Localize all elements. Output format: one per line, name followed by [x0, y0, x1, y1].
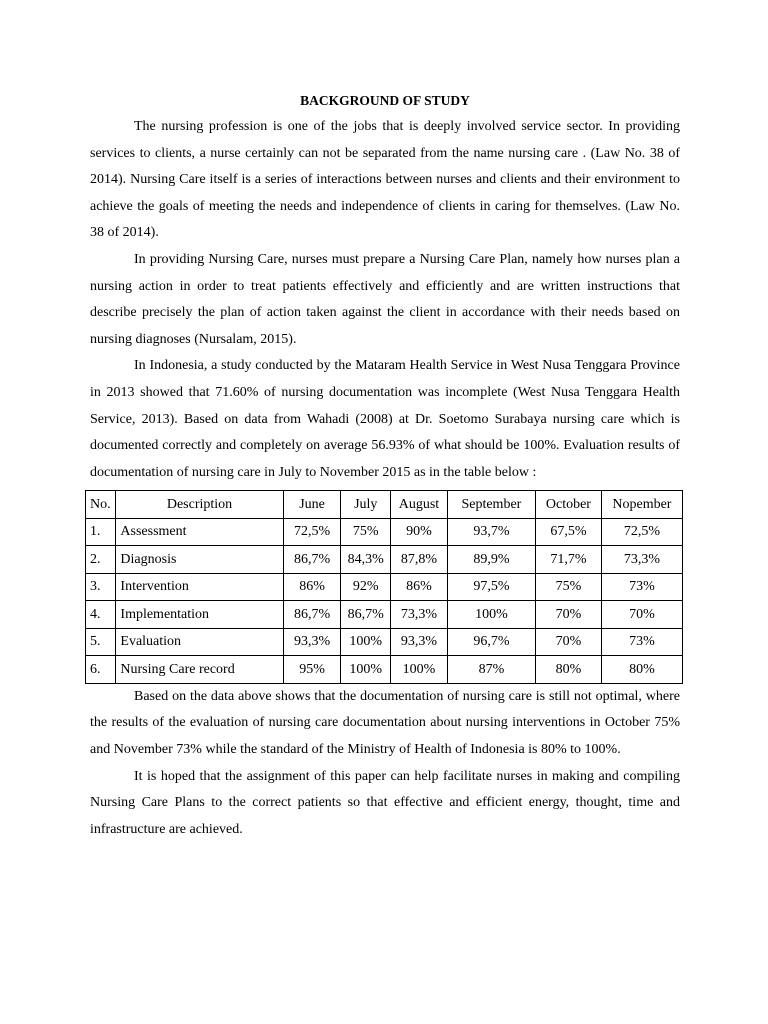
cell-description: Diagnosis [116, 546, 283, 574]
document-title: BACKGROUND OF STUDY [300, 93, 470, 108]
table-row [86, 628, 683, 656]
cell-august: 90% [391, 518, 448, 546]
cell-september: 100% [447, 601, 535, 629]
header-september: September [447, 491, 535, 519]
cell-june: 86,7% [283, 546, 341, 574]
table-row [86, 601, 683, 629]
cell-september: 93,7% [447, 518, 535, 546]
cell-june: 86% [283, 573, 341, 601]
cell-august: 100% [391, 656, 448, 684]
cell-october: 67,5% [535, 518, 601, 546]
cell-september: 89,9% [447, 546, 535, 574]
header-nopember: Nopember [601, 491, 682, 519]
cell-nopember: 72,5% [601, 518, 682, 546]
cell-no: 5. [86, 628, 116, 656]
cell-august: 93,3% [391, 628, 448, 656]
cell-description: Intervention [116, 573, 283, 601]
cell-june: 95% [283, 656, 341, 684]
cell-nopember: 80% [601, 656, 682, 684]
cell-nopember: 70% [601, 601, 682, 629]
cell-description: Implementation [116, 601, 283, 629]
cell-july: 86,7% [341, 601, 391, 629]
paragraph-5: It is hoped that the assignment of this paper can help facilitate nurses in making and compiling Nursing Care Plans to the correct patients so that effective and efficient energy, thought, time and infrastructure are achieved. [90, 768, 680, 837]
table-row [86, 573, 683, 601]
evaluation-table [85, 490, 683, 684]
cell-no: 4. [86, 601, 116, 629]
cell-july: 92% [341, 573, 391, 601]
header-june: June [283, 491, 341, 519]
table-row [86, 546, 683, 574]
cell-august: 73,3% [391, 601, 448, 629]
paragraph-2: In providing Nursing Care, nurses must prepare a Nursing Care Plan, namely how nurses plan a nursing action in order to treat patients effectively and efficiently and are written instructions that describe precisely the plan of action taken against the client in accordance with their needs based on nursing diagnoses (Nursalam, 2015). [90, 251, 680, 347]
cell-july: 100% [341, 628, 391, 656]
cell-no: 3. [86, 573, 116, 601]
header-description: Description [116, 491, 283, 519]
cell-nopember: 73% [601, 628, 682, 656]
table-row [86, 518, 683, 546]
cell-july: 100% [341, 656, 391, 684]
cell-description: Nursing Care record [116, 656, 283, 684]
cell-june: 72,5% [283, 518, 341, 546]
cell-no: 2. [86, 546, 116, 574]
header-no: No. [86, 491, 116, 519]
cell-september: 97,5% [447, 573, 535, 601]
header-october: October [535, 491, 601, 519]
table-row [86, 656, 683, 684]
cell-no: 6. [86, 656, 116, 684]
cell-nopember: 73% [601, 573, 682, 601]
cell-august: 87,8% [391, 546, 448, 574]
paragraph-4: Based on the data above shows that the documentation of nursing care is still not optimal, where the results of the evaluation of nursing care documentation about nursing interventions in October 75% and November 73% while the standard of the Ministry of Health of Indonesia is 80% to 100%. [90, 688, 680, 757]
cell-no: 1. [86, 518, 116, 546]
cell-october: 70% [535, 628, 601, 656]
header-august: August [391, 491, 448, 519]
cell-july: 84,3% [341, 546, 391, 574]
cell-october: 70% [535, 601, 601, 629]
cell-august: 86% [391, 573, 448, 601]
cell-description: Assessment [116, 518, 283, 546]
cell-october: 80% [535, 656, 601, 684]
cell-june: 86,7% [283, 601, 341, 629]
document-page [90, 88, 680, 843]
paragraph-3: In Indonesia, a study conducted by the Mataram Health Service in West Nusa Tenggara Province in 2013 showed that 71.60% of nursing documentation was incomplete (West Nusa Tenggara Health Service, 2013). Based on data from Wahadi (2008) at Dr. Soetomo Surabaya nursing care which is documented correctly and completely on average 56.93% of what should be 100%. Evaluation results of documentation of nursing care in July to November 2015 as in the table below : [90, 358, 680, 480]
cell-october: 75% [535, 573, 601, 601]
header-july: July [341, 491, 391, 519]
cell-october: 71,7% [535, 546, 601, 574]
cell-september: 96,7% [447, 628, 535, 656]
paragraph-1: The nursing profession is one of the jobs that is deeply involved service sector. In providing services to clients, a nurse certainly can not be separated from the name nursing care . (Law No. 38 of 2014). Nursing Care itself is a series of interactions between nurses and clients and their environment to achieve the goals of meeting the needs and independence of clients in caring for themselves. (Law No. 38 of 2014). [90, 119, 680, 241]
cell-september: 87% [447, 656, 535, 684]
cell-july: 75% [341, 518, 391, 546]
cell-description: Evaluation [116, 628, 283, 656]
table-header-row [86, 491, 683, 519]
cell-june: 93,3% [283, 628, 341, 656]
cell-nopember: 73,3% [601, 546, 682, 574]
